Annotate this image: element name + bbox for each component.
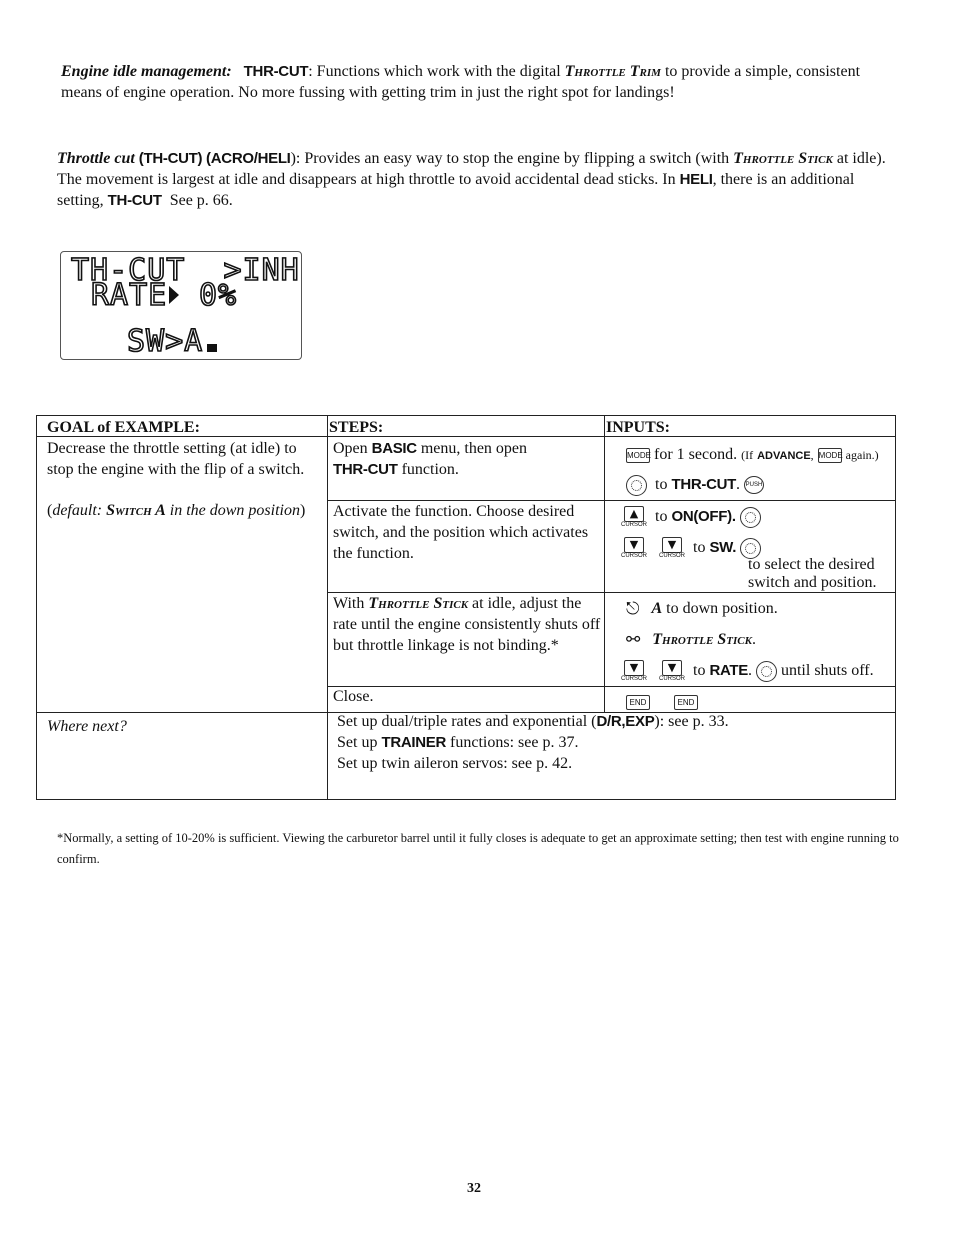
- inputs-header: INPUTS:: [606, 419, 671, 436]
- where-next-label: Where next?: [47, 718, 127, 735]
- basic-code: BASIC: [371, 440, 417, 457]
- step1-menu: menu, then open: [420, 440, 528, 457]
- engine-idle-title: Engine idle management:: [61, 63, 232, 80]
- where1-page: ): see p. 33.: [654, 713, 729, 730]
- see-page-ref: See p. 66.: [169, 192, 233, 209]
- input-4-note: to select the desired switch and position.: [748, 556, 877, 591]
- mode-key-icon: MODE: [626, 448, 650, 463]
- switch-toggle-icon: ⎋: [626, 598, 640, 619]
- end-key-icon: END: [674, 695, 698, 710]
- input1-again: again.): [845, 448, 879, 462]
- on-off-code: ON(OFF).: [671, 508, 736, 526]
- throttle-stick-term: Throttle Stick: [652, 631, 752, 648]
- switch-a-term: Switch A: [106, 502, 166, 519]
- input-1: MODE for 1 second. (If ADVANCE, MODE again.): [627, 446, 879, 463]
- input-2: to THR-CUT. PUSH: [626, 474, 764, 496]
- engine-text-cont: to provide a simple, consistent means of engine operation. No more fussing with getting trim in just the right spot for landings!: [61, 63, 861, 101]
- input-4: [621, 537, 761, 560]
- throttle-stick-term: Throttle Stick: [368, 595, 469, 612]
- push-dial-icon: PUSH: [744, 476, 764, 494]
- mode-key-icon: MODE: [818, 448, 842, 463]
- lcd-line-2-value: 0%: [199, 278, 238, 313]
- throttle-cut-title: Throttle cut: [57, 150, 135, 167]
- cursor-down-key-icon: ▼ CURSOR: [621, 661, 648, 682]
- thr-cut-code: THR-CUT: [671, 476, 737, 493]
- goal-default: (default: Switch A in the down position): [47, 502, 306, 519]
- throttle-trim-term: Throttle Trim: [564, 63, 661, 80]
- where-next-item: [337, 711, 887, 732]
- cursor-up-key-icon: ▲ CURSOR: [621, 507, 648, 528]
- dial-icon: [756, 661, 777, 682]
- thr-cut-code: THR-CUT: [333, 461, 398, 478]
- dial-icon: [626, 475, 647, 496]
- col-divider: [604, 416, 605, 713]
- step1-function: function.: [401, 461, 459, 478]
- example-table: [36, 415, 896, 800]
- step-1: [333, 438, 598, 480]
- cut-text-cont: at idle). The movement is largest at idle and disappears at high throttle to avoid accidental dead sticks. In: [57, 150, 886, 188]
- throttle-stick-term: Throttle Stick: [733, 150, 833, 167]
- lcd-line-1: TH-CUT >INH: [71, 253, 300, 288]
- input-6: ⚯ Throttle Stick.: [626, 629, 756, 650]
- footnote: *Normally, a setting of 10-20% is sufficient. Viewing the carburetor barrel until it fully closes is adequate to get an approximate setting; then test with engine running to confirm.: [57, 831, 899, 866]
- step-4: Close.: [333, 688, 374, 705]
- lcd-arrow-icon: [169, 286, 179, 304]
- where1-text: Set up dual/triple rates and exponential (: [337, 713, 597, 730]
- end-key-icon: END: [626, 695, 650, 710]
- input1-if: (If: [741, 448, 754, 462]
- input2-to: to: [655, 476, 668, 493]
- input5-text: to down position.: [666, 600, 778, 617]
- switch-a-label: A: [651, 600, 663, 617]
- goal-text: Decrease the throttle setting (at idle) to stop the engine with the flip of a switch.: [47, 440, 305, 478]
- step3-with: With: [333, 595, 365, 612]
- row-divider: [327, 686, 895, 687]
- cut-text: ): Provides an easy way to stop the engine by flipping a switch (with: [290, 150, 730, 167]
- sw-code: SW.: [709, 539, 737, 557]
- cursor-down-key-icon: ▼ CURSOR: [659, 661, 686, 682]
- where-next-list: [337, 711, 887, 774]
- lcd-display: [60, 251, 302, 360]
- step1-open: Open: [333, 440, 368, 457]
- dial-icon: [740, 507, 761, 528]
- where-next-item: Set up twin aileron servos: see p. 42.: [337, 755, 573, 772]
- advance-code: ADVANCE: [757, 450, 811, 462]
- where2-text: Set up: [337, 734, 378, 751]
- thr-cut-code: THR-CUT: [243, 63, 309, 80]
- cursor-down-key-icon: ▼ CURSOR: [621, 538, 648, 559]
- trainer-code: TRAINER: [381, 734, 447, 751]
- cursor-label: CURSOR: [621, 522, 648, 528]
- input-3: [621, 506, 761, 529]
- step-2: Activate the function. Choose desired switch, and the position which activates the function.: [333, 503, 589, 562]
- cursor-label: CURSOR: [659, 676, 686, 682]
- default-position: in the down position: [169, 502, 300, 519]
- engine-text: : Functions which work with the digital: [308, 63, 561, 80]
- lcd-line-2-label: RATE: [91, 278, 168, 313]
- steps-header: STEPS:: [329, 419, 384, 436]
- switch-down-icon: [207, 344, 217, 352]
- goal-header: GOAL of EXAMPLE:: [47, 419, 200, 436]
- input3-to: to: [655, 508, 668, 526]
- where2-page: functions: see p. 37.: [450, 734, 579, 751]
- input-5: [626, 598, 778, 620]
- where-next-item: [337, 732, 887, 753]
- throttle-cut-paragraph: [57, 148, 902, 211]
- step-3: [333, 593, 601, 656]
- rate-code: RATE: [709, 662, 748, 680]
- page-number: 32: [467, 1181, 481, 1196]
- lcd-line-3: SW>A: [127, 324, 204, 359]
- cursor-label: CURSOR: [621, 676, 648, 682]
- dr-exp-code: D/R,EXP: [596, 713, 655, 730]
- cursor-label: CURSOR: [621, 553, 648, 559]
- input7-to: to: [693, 662, 706, 680]
- input-7: ▼ CURSOR ▼ CURSOR to RATE. until shuts off.: [621, 661, 874, 682]
- col-divider: [327, 416, 328, 799]
- input1-text: for 1 second.: [654, 446, 738, 463]
- cursor-down-key-icon: ▼ CURSOR: [659, 538, 686, 559]
- th-cut-codes: (TH-CUT) (ACRO/HELI: [138, 150, 291, 167]
- heli-code: HELI: [679, 171, 713, 188]
- throttle-stick-icon: ⚯: [626, 629, 641, 650]
- th-cut-code: TH-CUT: [107, 192, 162, 209]
- default-label: default:: [52, 502, 103, 519]
- step3-text: at idle, adjust the rate until the engine consistently shuts off but throttle linkage is not binding.*: [333, 595, 601, 654]
- cursor-label: CURSOR: [659, 553, 686, 559]
- engine-idle-paragraph: [61, 61, 901, 103]
- input4-to: to: [693, 539, 706, 557]
- input7-text: until shuts off.: [780, 662, 874, 680]
- input-8: [626, 691, 698, 712]
- cut-text-setting: , there is an additional setting,: [57, 171, 855, 209]
